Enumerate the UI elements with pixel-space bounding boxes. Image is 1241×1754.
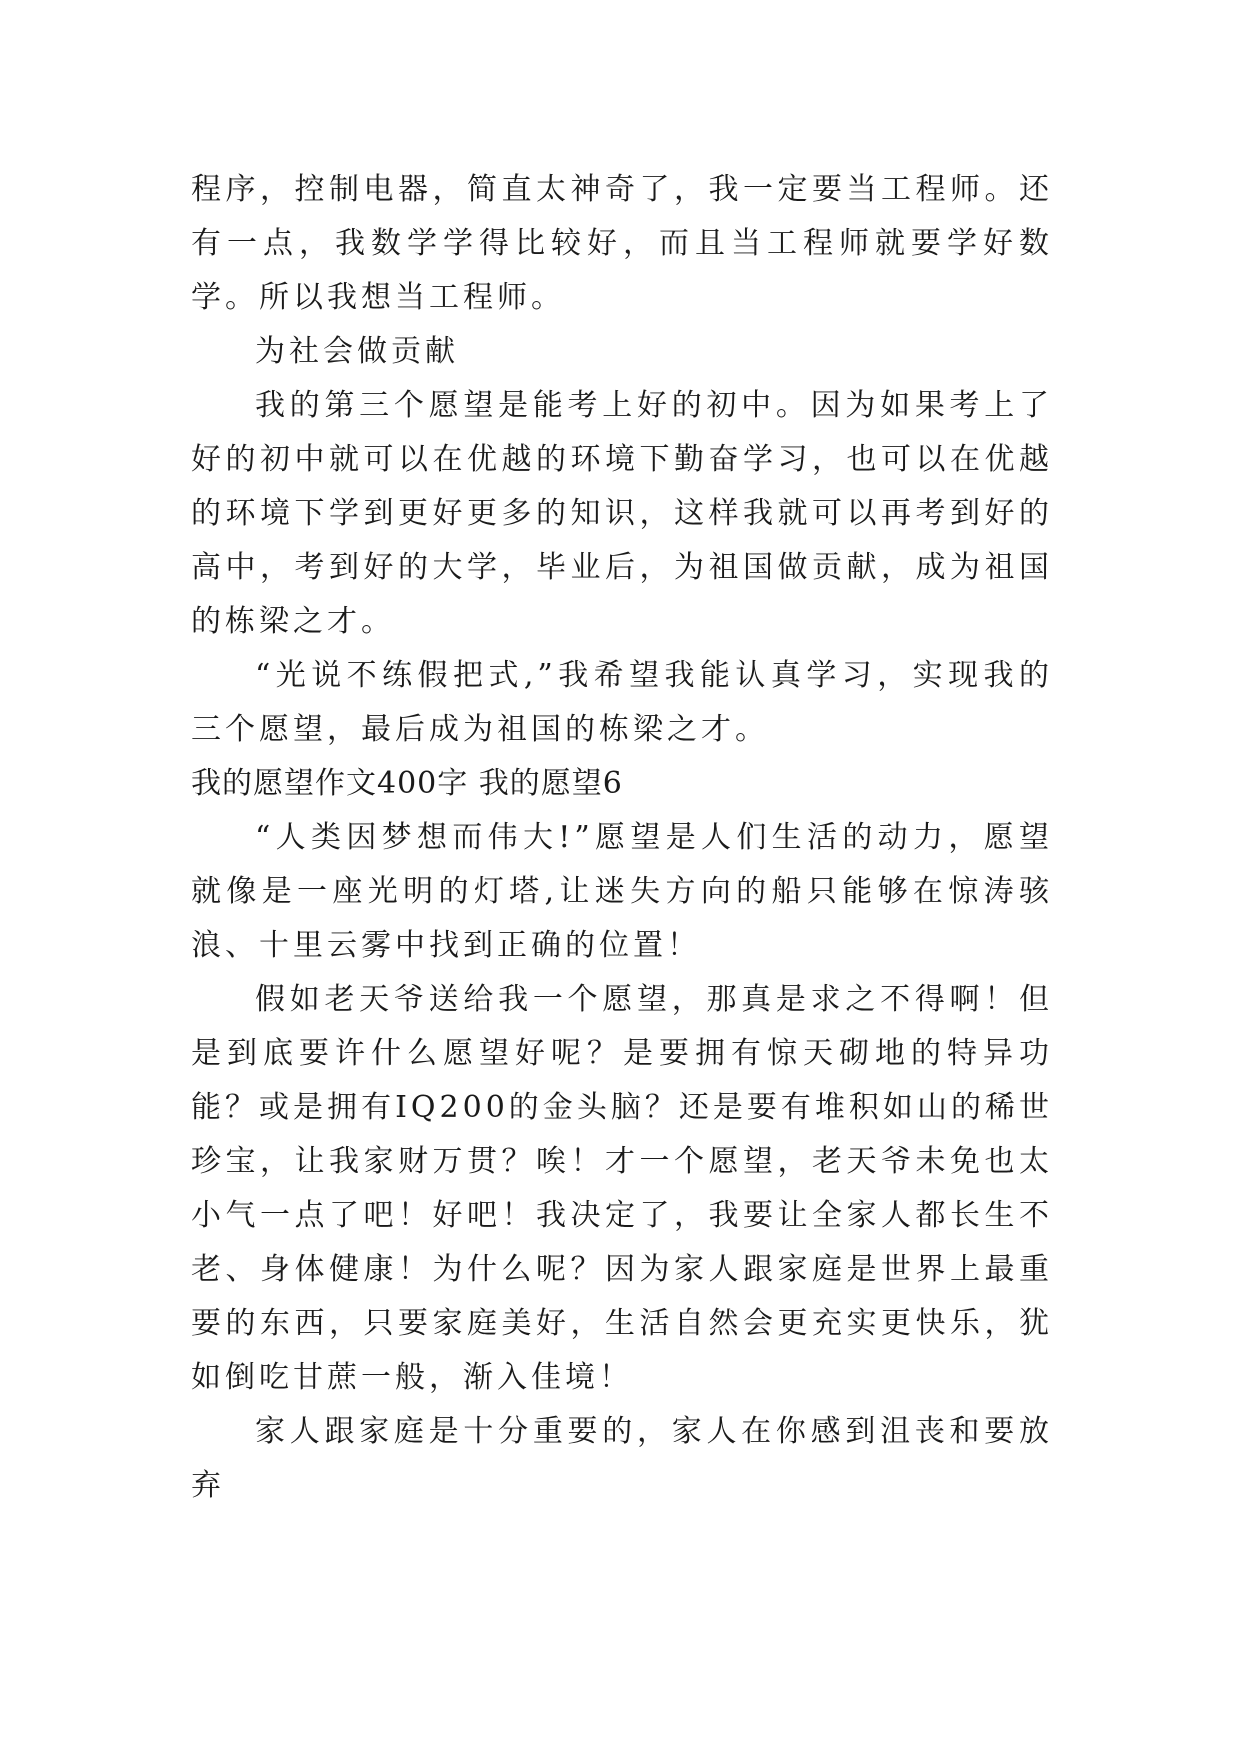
paragraph-third-wish: 我的第三个愿望是能考上好的初中。因为如果考上了好的初中就可以在优越的环境下勤奋学习，也可以在优越的环境下学到更好更多的知识，这样我就可以再考到好的高中，考到好的大学，毕业后，为祖国做贡献，成为祖国的栋梁之才。 [191, 388, 1053, 639]
paragraph-family: 家人跟家庭是十分重要的，家人在你感到沮丧和要放弃 [191, 1414, 1053, 1503]
paragraph-continuation: 程序，控制电器，简直太神奇了，我一定要当工程师。还有一点，我数学学得比较好，而且当工程师就要学好数学。所以我想当工程师。 [191, 172, 1053, 315]
essay-title: 我的愿望作文400字 我的愿望6 [191, 766, 623, 801]
section-subheading: 为社会做贡献 [255, 334, 459, 369]
document-body [191, 163, 1053, 1513]
paragraph-intro: “人类因梦想而伟大!”愿望是人们生活的动力，愿望就像是一座光明的灯塔,让迷失方向的船只能够在惊涛骇浪、十里云雾中找到正确的位置！ [191, 820, 1053, 963]
paragraph-conclusion: “光说不练假把式,”我希望我能认真学习，实现我的三个愿望，最后成为祖国的栋梁之才。 [191, 658, 1053, 747]
paragraph-wish: 假如老天爷送给我一个愿望，那真是求之不得啊！但是到底要许什么愿望好呢？是要拥有惊天砌地的特异功能？或是拥有IQ200的金头脑？还是要有堆积如山的稀世珍宝，让我家财万贯？唉！才一个愿望，老天爷未免也太小气一点了吧！好吧！我决定了，我要让全家人都长生不老、身体健康！为什么呢？因为家人跟家庭是世界上最重要的东西，只要家庭美好，生活自然会更充实更快乐，犹如倒吃甘蔗一般，渐入佳境！ [191, 982, 1053, 1395]
